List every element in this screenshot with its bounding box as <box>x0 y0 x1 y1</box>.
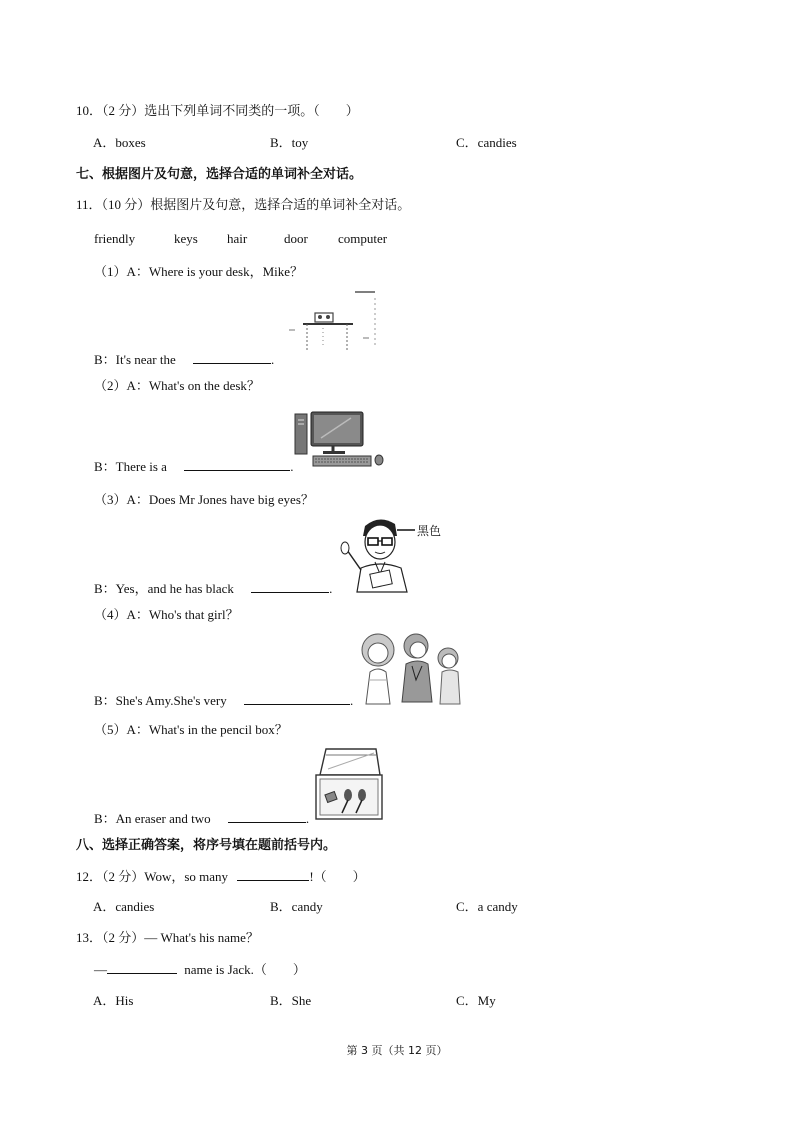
q13-option-c: C．My <box>456 993 496 1008</box>
period: . <box>329 581 333 596</box>
q13-line-text: name is Jack.（ ） <box>184 962 306 977</box>
q13-blank[interactable] <box>107 961 177 974</box>
q10-stem: 10．（2 分）选出下列单词不同类的一项。（ ） <box>76 103 359 118</box>
period: . <box>350 693 354 708</box>
q13-option-a: A．His <box>93 993 134 1008</box>
q10-option-a: A．boxes <box>93 135 146 150</box>
computer-image <box>293 408 389 470</box>
dialog5-answer-text: B：An eraser and two <box>94 811 211 826</box>
dialog2-answer-text: B：There is a <box>94 459 167 474</box>
q13-line <box>94 961 306 978</box>
black-color-label: 黑色 <box>417 524 442 538</box>
q12-stem-text: 12．（2 分）Wow，so many <box>76 869 229 884</box>
mr-jones-image <box>335 512 457 594</box>
period: . <box>271 352 275 367</box>
q13-option-b: B．She <box>270 993 312 1008</box>
dialog2-answer-blank[interactable] <box>184 458 290 471</box>
dialog2-question: （2）A：What's on the desk？ <box>94 378 260 393</box>
section7-title: 七、根据图片及句意，选择合适的单词补全对话。 <box>76 166 363 181</box>
dialog1-question: （1）A：Where is your desk，Mike？ <box>94 264 304 279</box>
word-bank-item: keys <box>174 231 198 246</box>
dialog4-answer <box>94 692 353 709</box>
dialog3-answer <box>94 580 332 597</box>
q12-blank[interactable] <box>237 868 309 881</box>
q13-dash: — <box>94 962 107 977</box>
page-number: 第 3 页（共 12 页） <box>346 1044 448 1057</box>
dialog5-answer-blank[interactable] <box>228 810 306 823</box>
dialog1-answer-blank[interactable] <box>193 351 271 364</box>
q11-stem: 11．（10 分）根据图片及句意，选择合适的单词补全对话。 <box>76 197 411 212</box>
q12-stem-end: !（ ） <box>309 869 366 884</box>
dialog5-answer <box>94 810 309 827</box>
dialog4-question: （4）A：Who's that girl？ <box>94 607 239 622</box>
period: . <box>290 459 294 474</box>
q10-option-b: B．toy <box>270 135 309 150</box>
q13-stem: 13．（2 分）— What's his name？ <box>76 930 259 945</box>
q12-option-b: B．candy <box>270 899 323 914</box>
q12-option-c: C．a candy <box>456 899 518 914</box>
dialog3-answer-blank[interactable] <box>251 580 329 593</box>
dialog4-answer-text: B：She's Amy.She's very <box>94 693 227 708</box>
section8-title: 八、选择正确答案，将序号填在题前括号内。 <box>76 837 337 852</box>
word-bank-item: hair <box>227 231 248 246</box>
dialog3-answer-text: B：Yes，and he has black <box>94 581 234 596</box>
dialog5-question: （5）A：What's in the pencil box？ <box>94 722 288 737</box>
dialog1-answer <box>94 351 274 368</box>
dialog4-answer-blank[interactable] <box>244 692 350 705</box>
q10-option-c: C．candies <box>456 135 517 150</box>
pencil-box-image <box>314 745 386 821</box>
dialog1-answer-text: B：It's near the <box>94 352 176 367</box>
word-bank-item: computer <box>338 231 388 246</box>
dialog2-answer <box>94 458 293 475</box>
dialog3-question: （3）A：Does Mr Jones have big eyes？ <box>94 492 314 507</box>
q12-stem <box>76 868 366 885</box>
word-bank-item: door <box>284 231 308 246</box>
girls-image <box>356 630 466 706</box>
word-bank-item: friendly <box>94 231 136 246</box>
desk-near-door-image <box>283 290 383 354</box>
q12-option-a: A．candies <box>93 899 155 914</box>
period: . <box>305 811 310 826</box>
